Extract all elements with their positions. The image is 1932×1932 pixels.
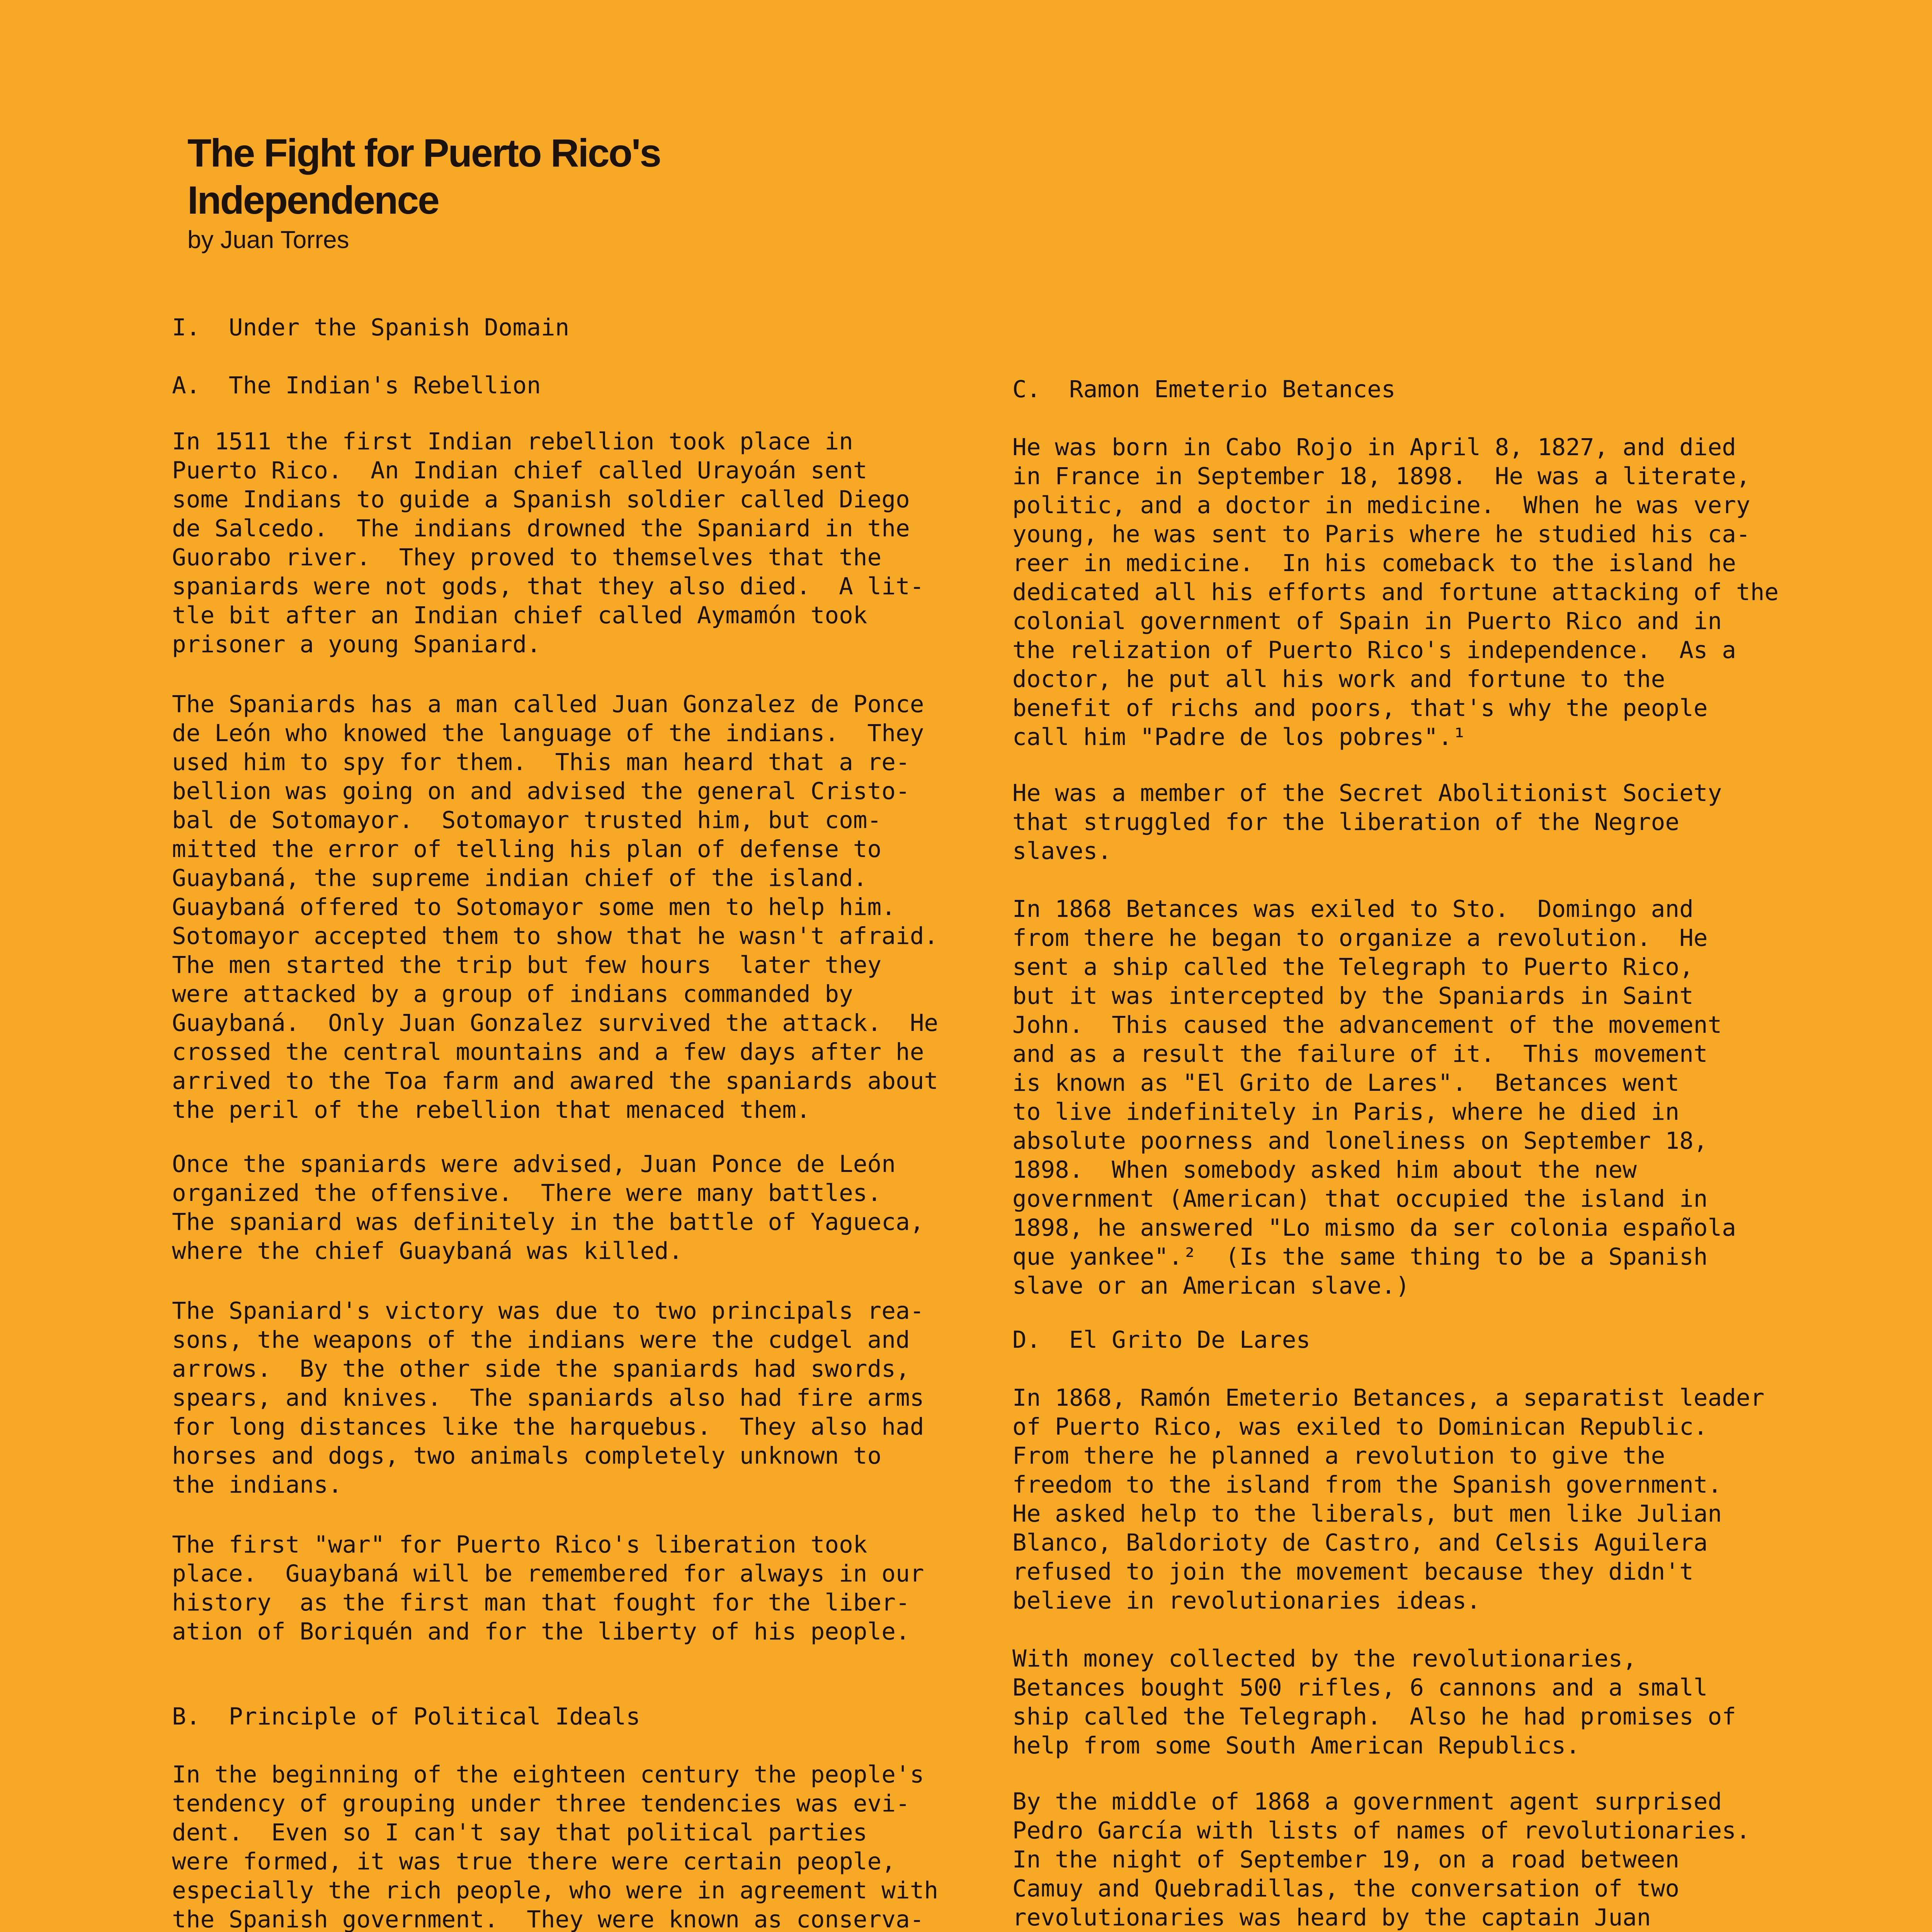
subsection-heading-d: D. El Grito De Lares — [1012, 1326, 1311, 1354]
byline: by Juan Torres — [187, 226, 349, 253]
subsection-heading-b: B. Principle of Political Ideals — [172, 1703, 640, 1730]
paragraph-d-3: By the middle of 1868 a government agent surprised Pedro García with lists of names of revolutionaries. In the night of September 19, on a road between Camuy and Quebradillas, the conversation of two revolutionaries was heard by the captain Juan — [1012, 1788, 1750, 1931]
paragraph-a-1: In 1511 the first Indian rebellion took place in Puerto Rico. An Indian chief called Urayoán sent some Indians to guide a Spanish soldier called Diego de Salcedo. The indians drowned the Spaniard in the Guorabo river. They proved to themselves that the spaniards were not gods, that they also died. A lit- tle bit after an Indian chief called Aymamón took prisoner a young Spaniard. — [172, 428, 924, 658]
paragraph-a-3: Once the spaniards were advised, Juan Ponce de León organized the offensive. There were many battles. The spaniard was definitely in the battle of Yagueca, where the chief Guaybaná was killed. — [172, 1150, 924, 1265]
paragraph-d-2: With money collected by the revolutionaries, Betances bought 500 rifles, 6 cannons and a small ship called the Telegraph. Also he had promises of help from some South American Republics. — [1012, 1645, 1736, 1759]
section-heading: I. Under the Spanish Domain — [172, 314, 570, 341]
title-line-1: The Fight for Puerto Rico's — [187, 131, 660, 175]
paragraph-a-4: The Spaniard's victory was due to two principals rea- sons, the weapons of the indians were the cudgel and arrows. By the other side the spaniards had swords, spears, and knives. The spaniards also had fire arms for long distances like the harquebus. They also had horses and dogs, two animals completely unknown to the indians. — [172, 1297, 924, 1498]
paragraph-d-1: In 1868, Ramón Emeterio Betances, a separatist leader of Puerto Rico, was exiled to Dominican Republic. From there he planned a revolution to give the freedom to the island from the Spanish government. He asked help to the liberals, but men like Julian Blanco, Baldorioty de Castro, and Celsis Aguilera refused to join the movement because they didn't believe in revolutionaries ideas. — [1012, 1384, 1765, 1614]
subsection-heading-a: A. The Indian's Rebellion — [172, 372, 541, 399]
paragraph-a-2: The Spaniards has a man called Juan Gonzalez de Ponce de León who knowed the language of the indians. They used him to spy for them. This man heard that a re- bellion was going on and advised the general Cristo- bal de Sotomayor. Sotomayor trusted him, but com- mitted the error of telling his plan of defense to Guaybaná, the supreme indian chief of the island. Guaybaná offered to Sotomayor some men to help him. Sotomayor accepted them to show that he wasn't afraid. The men started the trip but few hours later they were attacked by a group of indians commanded by Guaybaná. Only Juan Gonzalez survived the attack. He crossed the central mountains and a few days after he arrived to the Toa farm and awared the spaniards about the peril of the rebellion that menaced them. — [172, 690, 939, 1124]
paragraph-c-1: He was born in Cabo Rojo in April 8, 1827, and died in France in September 18, 1898. He was a literate, politic, and a doctor in medicine. When he was very young, he was sent to Paris where he studied his ca- reer in medicine. In his comeback to the island he dedicated all his efforts and fortune attacking of the colonial government of Spain in Puerto Rico and in the relization of Puerto Rico's independence. As a doctor, he put all his work and fortune to the benefit of richs and poors, that's why the people call him "Padre de los pobres".¹ — [1012, 434, 1779, 751]
paragraph-c-2: He was a member of the Secret Abolitionist Society that struggled for the liberation of the Negroe slaves. — [1012, 779, 1722, 865]
paragraph-a-5: The first "war" for Puerto Rico's liberation took place. Guaybaná will be remembered for always in our history as the first man that fought for the liber- ation of Boriquén and for the liberty of his people. — [172, 1531, 924, 1645]
title-line-2: Independence — [187, 178, 439, 222]
article-title — [187, 129, 660, 224]
paragraph-b-1: In the beginning of the eighteen century the people's tendency of grouping under three tendencies was evi- dent. Even so I can't say that political parties were formed, it was true there were certain people, especially the rich people, who were in agreement with the Spanish government. They were known as conserva- — [172, 1761, 939, 1932]
paragraph-c-3: In 1868 Betances was exiled to Sto. Domingo and from there he began to organize a revolution. He sent a ship called the Telegraph to Puerto Rico, but it was intercepted by the Spaniards in Saint John. This caused the advancement of the movement and as a result the failure of it. This movement is known as "El Grito de Lares". Betances went to live indefinitely in Paris, where he died in absolute poorness and loneliness on September 18, 1898. When somebody asked him about the new government (American) that occupied the island in 1898, he answered "Lo mismo da ser colonia española que yankee".² (Is the same thing to be a Spanish slave or an American slave.) — [1012, 895, 1736, 1299]
subsection-heading-c: C. Ramon Emeterio Betances — [1012, 376, 1396, 403]
